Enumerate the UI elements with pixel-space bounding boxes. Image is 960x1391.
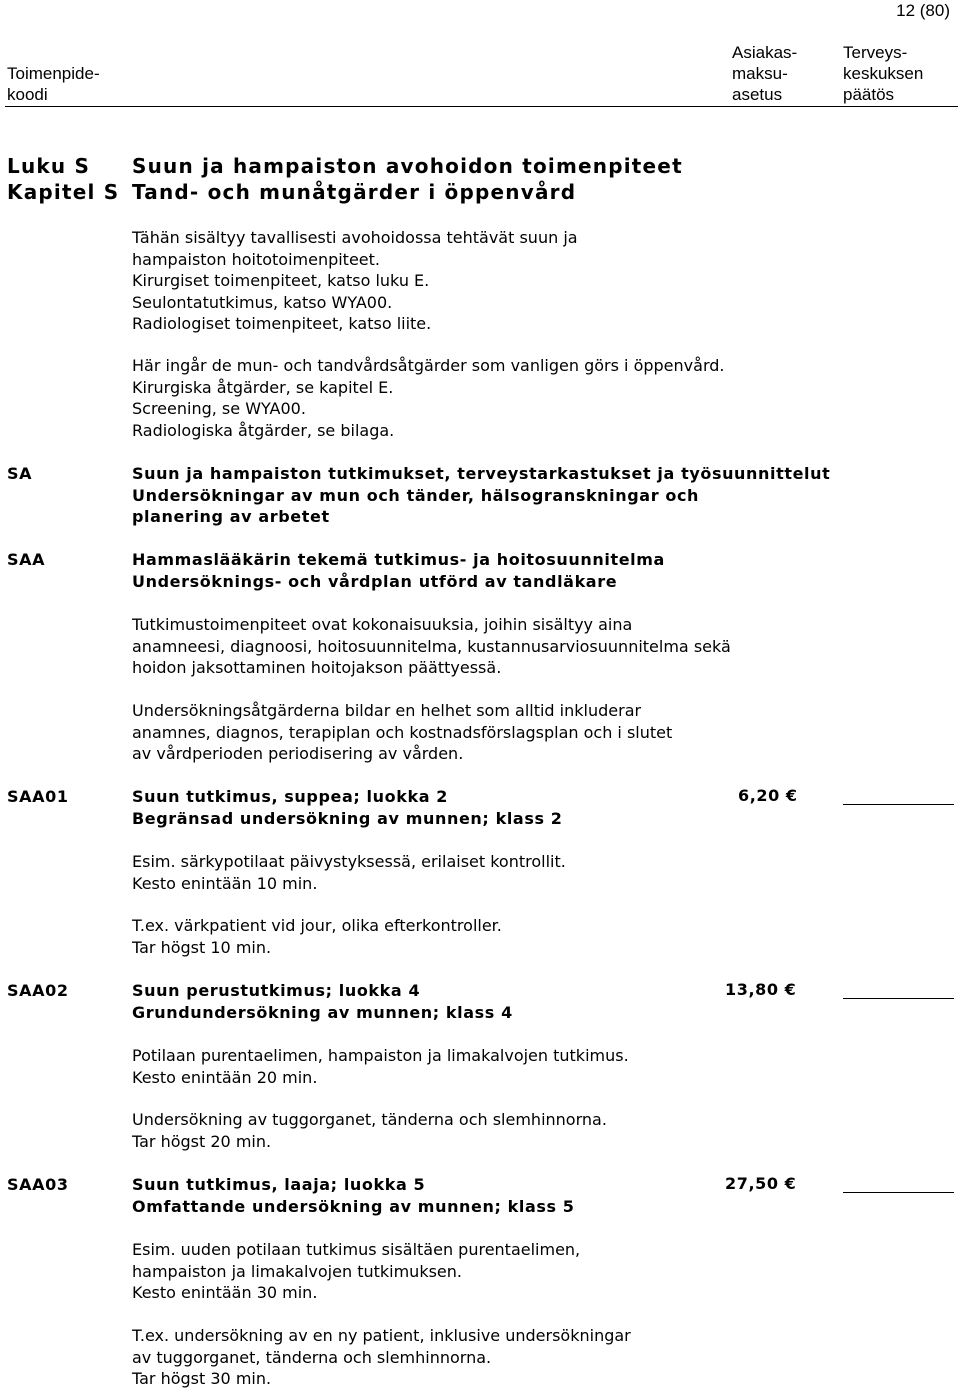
desc-line: av vårdperioden periodisering av vården. [132,744,464,763]
note-line: Kesto enintään 20 min. [132,1067,318,1087]
item-title-fi: Suun tutkimus, suppea; luokka 2 [132,787,448,806]
section-saa-code: SAA [7,550,46,569]
section-saa-desc-fi [132,614,731,679]
item-notes-sv [132,1109,607,1152]
desc-line: anamneesi, diagnoosi, hoitosuunnitelma, kustannusarviosuunnitelma sekä [132,636,731,656]
chapter-code-fi: Luku S [7,154,91,178]
section-saa-title-sv: Undersöknings- och vårdplan utförd av tandläkare [132,571,618,591]
section-sa-title [132,463,830,528]
note-line: Potilaan purentaelimen, hampaiston ja limakalvojen tutkimus. [132,1046,629,1065]
note-line: Esim. uuden potilaan tutkimus sisältäen purentaelimen, [132,1240,581,1259]
desc-line: hoidon jaksottaminen hoitojakson päättyessä. [132,658,502,677]
note-line: Esim. särkypotilaat päivystyksessä, erilaiset kontrollit. [132,852,566,871]
chapter-code-sv: Kapitel S [7,180,120,204]
chapter-title-sv: Tand- och munåtgärder i öppenvård [132,180,577,204]
item-notes-fi [132,1239,580,1304]
item-title-sv: Begränsad undersökning av munnen; klass 2 [132,808,563,828]
item-price [738,786,798,805]
item-title-sv: Grundundersökning av munnen; klass 4 [132,1002,513,1022]
decision-blank-line [843,804,954,805]
section-saa-desc-sv [132,700,672,765]
decision-blank-line [843,998,954,999]
header-procedure-code: Toimenpide- koodi [7,64,100,104]
item-title-sv: Omfattande undersökning av munnen; klass 5 [132,1196,575,1216]
intro-sv-line: Radiologiska åtgärder, se bilaga. [132,420,395,440]
euro-sign: € [784,1174,797,1193]
decision-blank-line [843,1192,954,1193]
page-number: 12 (80) [896,1,950,20]
section-saa-title [132,549,665,592]
item-title-fi: Suun tutkimus, laaja; luokka 5 [132,1175,426,1194]
desc-line: anamnes, diagnos, terapiplan och kostnadsförslagsplan och i slutet [132,722,673,742]
note-line: Undersökning av tuggorganet, tänderna och slemhinnorna. [132,1110,607,1129]
note-line: T.ex. värkpatient vid jour, olika efterkontroller. [132,916,502,935]
item-price-value: 13,80 [725,980,779,999]
item-notes-fi [132,1045,629,1088]
item-notes-fi [132,851,566,894]
note-line: Kesto enintään 10 min. [132,873,318,893]
item-title [132,786,562,829]
note-line: Tar högst 10 min. [132,937,272,957]
item-price-value: 27,50 [725,1174,779,1193]
item-notes-sv [132,1325,631,1390]
item-title [132,1174,575,1217]
chapter-title-fi: Suun ja hampaiston avohoidon toimenpiteet [132,154,683,178]
intro-fi [132,227,578,335]
header-health-center-decision: Terveys- keskuksen päätös [843,43,924,104]
note-line: av tuggorganet, tänderna och slemhinnorna. [132,1347,492,1367]
item-price-value: 6,20 [738,786,780,805]
section-saa-title-fi: Hammaslääkärin tekemä tutkimus- ja hoitosuunnitelma [132,550,665,569]
note-line: Kesto enintään 30 min. [132,1283,318,1302]
item-title [132,980,513,1023]
item-code: SAA02 [7,981,69,1000]
intro-fi-line: Tähän sisältyy tavallisesti avohoidossa tehtävät suun ja [132,228,578,247]
item-title-fi: Suun perustutkimus; luokka 4 [132,981,421,1000]
intro-sv [132,355,724,441]
section-sa-title-sv: Undersökningar av mun och tänder, hälsogranskningar och [132,485,700,505]
section-sa-title-sv-cont: planering av arbetet [132,507,330,526]
note-line: hampaiston ja limakalvojen tutkimuksen. [132,1261,462,1281]
intro-sv-line: Kirurgiska åtgärder, se kapitel E. [132,377,394,397]
item-code: SAA01 [7,787,69,806]
item-code: SAA03 [7,1175,69,1194]
intro-fi-line: Kirurgiset toimenpiteet, katso luku E. [132,271,430,290]
item-notes-sv [132,915,502,958]
header-client-fee: Asiakas- maksu- asetus [732,43,798,104]
intro-fi-line: hampaiston hoitotoimenpiteet. [132,249,380,269]
header-divider [5,106,958,107]
intro-fi-line: Seulontatutkimus, katso WYA00. [132,292,393,312]
desc-line: Undersökningsåtgärderna bildar en helhet som alltid inkluderar [132,701,642,720]
section-sa-code: SA [7,464,33,483]
intro-fi-line: Radiologiset toimenpiteet, katso liite. [132,314,432,333]
item-price [725,980,796,999]
note-line: Tar högst 20 min. [132,1131,272,1151]
intro-sv-line: Screening, se WYA00. [132,399,306,418]
euro-sign: € [785,786,798,805]
note-line: T.ex. undersökning av en ny patient, inklusive undersökningar [132,1326,631,1345]
euro-sign: € [784,980,797,999]
section-sa-title-fi: Suun ja hampaiston tutkimukset, terveystarkastukset ja työsuunnittelut [132,464,831,483]
note-line: Tar högst 30 min. [132,1369,272,1388]
desc-line: Tutkimustoimenpiteet ovat kokonaisuuksia, joihin sisältyy aina [132,615,633,634]
intro-sv-line: Här ingår de mun- och tandvårdsåtgärder som vanligen görs i öppenvård. [132,356,725,375]
item-price [725,1174,796,1193]
